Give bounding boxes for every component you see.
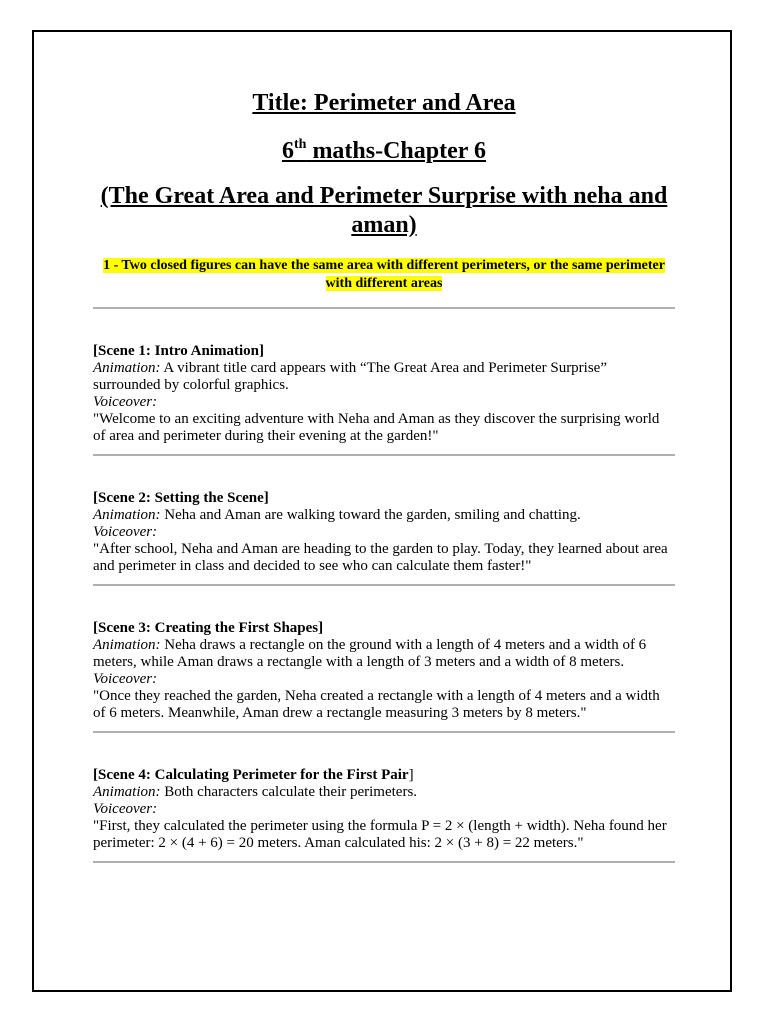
voiceover-text: "Welcome to an exciting adventure with Neha and Aman as they discover the surprising world of area and perimeter during their evening at the garden!" [93, 411, 660, 444]
animation-line [93, 637, 675, 671]
animation-label: Animation: [93, 784, 161, 800]
animation-text: Both characters calculate their perimeters. [160, 784, 418, 800]
animation-label: Animation: [93, 637, 161, 653]
highlight-note [93, 257, 675, 293]
animation-label: Animation: [93, 360, 161, 376]
scene-heading: [Scene 1: Intro Animation] [93, 343, 264, 359]
divider [93, 731, 675, 733]
animation-text: Neha draws a rectangle on the ground with a length of 4 meters and a width of 6 meters, while Aman draws a rectangle with a length of 3 meters and a width of 8 meters. [93, 637, 647, 670]
animation-text: Neha and Aman are walking toward the garden, smiling and chatting. [160, 507, 581, 523]
divider [93, 861, 675, 863]
scene-3 [93, 620, 675, 722]
voiceover-label: Voiceover: [93, 801, 158, 817]
scene-2 [93, 490, 675, 575]
animation-text: A vibrant title card appears with “The Great Area and Perimeter Surprise” surrounded by colorful graphics. [93, 360, 607, 393]
animation-line [93, 784, 675, 801]
divider [93, 454, 675, 456]
voiceover-text: "First, they calculated the perimeter using the formula P = 2 × (length + width). Neha found her perimeter: 2 × (4 + 6) = 20 meters. Aman calculated his: 2 × (3 + 8) = 22 meters." [93, 818, 667, 851]
chapter-rest: maths-Chapter 6 [306, 138, 486, 164]
scene-heading-tail: ] [408, 767, 414, 783]
scene-1 [93, 343, 675, 445]
divider [93, 307, 675, 309]
animation-line [93, 507, 675, 524]
voiceover-label: Voiceover: [93, 394, 158, 410]
chapter-number: 6 [281, 138, 294, 164]
highlight-note-text: 1 - Two closed figures can have the same area with different perimeters, or the same perimeter with different areas [103, 258, 665, 291]
scene-heading: [Scene 3: Creating the First Shapes] [93, 620, 324, 636]
document-subtitle: (The Great Area and Perimeter Surprise with neha and aman) [100, 183, 668, 238]
scene-heading-line [93, 767, 675, 784]
animation-line [93, 360, 675, 394]
chapter-heading [93, 136, 675, 166]
voiceover-label: Voiceover: [93, 524, 158, 540]
document-title: Title: Perimeter and Area [252, 90, 516, 116]
scene-heading: [Scene 2: Setting the Scene] [93, 490, 269, 506]
divider [93, 584, 675, 586]
animation-label: Animation: [93, 507, 161, 523]
chapter-superscript: th [293, 137, 307, 152]
document-body [93, 88, 675, 863]
voiceover-text: "Once they reached the garden, Neha created a rectangle with a length of 4 meters and a width of 6 meters. Meanwhile, Aman drew a rectangle measuring 3 meters by 8 meters." [93, 688, 660, 721]
scene-4 [93, 767, 675, 852]
scene-heading: [Scene 4: Calculating Perimeter for the First Pair [93, 767, 409, 783]
voiceover-label: Voiceover: [93, 671, 158, 687]
voiceover-text: "After school, Neha and Aman are heading to the garden to play. Today, they learned about area and perimeter in class and decided to see who can calculate them faster!" [93, 541, 668, 574]
